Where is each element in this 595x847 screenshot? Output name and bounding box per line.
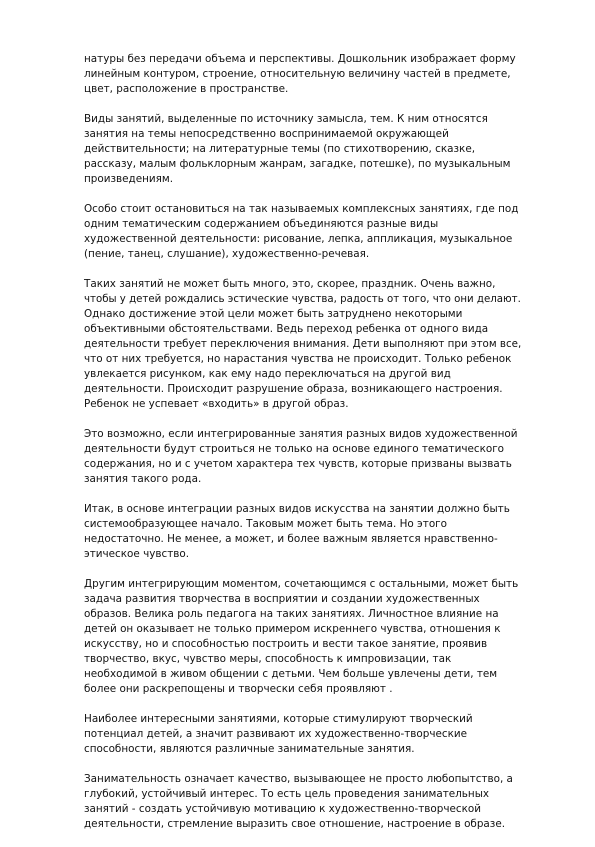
paragraph-line: Занимательность означает качество, вызывающее не просто любопытство, а	[84, 773, 513, 785]
paragraph-line: (пение, танец, слушание), художественно-речевая.	[84, 248, 370, 260]
paragraph-line: необходимой в живом общении с детьми. Чем больше увлечены дети, тем	[84, 668, 498, 680]
paragraph-line: глубокий, устойчивый интерес. То есть цель проведения занимательных	[84, 788, 490, 800]
paragraph-line: Это возможно, если интегрированные занятия разных видов художественной	[84, 428, 518, 440]
paragraph	[84, 502, 521, 562]
paragraph-line: объективными обстоятельствами. Ведь переход ребенка от одного вида	[84, 323, 489, 335]
paragraph-line: Особо стоит остановиться на так называемых комплексных занятиях, где под	[84, 203, 519, 215]
paragraph	[84, 277, 521, 412]
paragraph-line: Итак, в основе интеграции разных видов искусства на занятии должно быть	[84, 503, 510, 515]
paragraph-line: деятельности будут строиться не только на основе единого тематического	[84, 443, 505, 455]
paragraph-line: Таких занятий не может быть много, это, скорее, праздник. Очень важно,	[84, 278, 496, 290]
paragraph-line: более они раскрепощены и творчески себя проявляют .	[84, 683, 393, 695]
paragraph-line: что от них требуется, но нарастания чувства не происходит. Только ребенок	[84, 353, 512, 365]
paragraph-line: Наиболее интересными занятиями, которые стимулируют творческий	[84, 713, 473, 725]
paragraph	[84, 772, 521, 832]
document-body	[84, 52, 521, 847]
paragraph-line: творчество, вкус, чувство меры, способность к импровизации, так	[84, 653, 452, 665]
paragraph-line: художественной деятельности: рисование, лепка, аппликация, музыкальное	[84, 233, 513, 245]
paragraph-line: образов. Велика роль педагога на таких занятиях. Личностное влияние на	[84, 608, 499, 620]
paragraph-line: этическое чувство.	[84, 548, 190, 560]
paragraph	[84, 577, 521, 697]
paragraph	[84, 112, 521, 187]
paragraph-line: натуры без передачи объема и перспективы. Дошкольник изображает форму	[84, 53, 516, 65]
paragraph-line: рассказу, малым фольклорным жанрам, загадке, потешке), по музыкальным	[84, 158, 511, 170]
paragraph-line: увлекается рисунком, как ему надо переключаться на другой вид	[84, 368, 451, 380]
paragraph-line: одним тематическим содержанием объединяются разные виды	[84, 218, 439, 230]
paragraph-line: Ребенок не успевает «входить» в другой образ.	[84, 398, 349, 410]
paragraph-line: Виды занятий, выделенные по источнику замысла, тем. К ним относятся	[84, 113, 488, 125]
paragraph	[84, 52, 521, 97]
paragraph-line: задача развития творчества в восприятии и создании художественных	[84, 593, 480, 605]
paragraph-line: детей он оказывает не только примером искреннего чувства, отношения к	[84, 623, 501, 635]
paragraph-line: деятельности требует переключения внимания. Дети выполняют при этом все,	[84, 338, 522, 350]
paragraph-line: занятия такого рода.	[84, 473, 202, 485]
paragraph-line: занятий - создать устойчивую мотивацию к художественно-творческой	[84, 803, 481, 815]
paragraph-line: недостаточно. Не менее, а может, и более важным является нравственно-	[84, 533, 498, 545]
paragraph-line: потенциал детей, а значит развивают их художественно-творческие	[84, 728, 468, 740]
paragraph	[84, 427, 521, 487]
paragraph-line: деятельности. Происходит разрушение образа, возникающего настроения.	[84, 383, 503, 395]
paragraph-line: содержания, но и с учетом характера тех чувств, которые призваны вызвать	[84, 458, 512, 470]
paragraph	[84, 202, 521, 262]
paragraph-line: цвет, расположение в пространстве.	[84, 83, 289, 95]
paragraph	[84, 712, 521, 757]
paragraph-line: Другим интегрирующим моментом, сочетающимся с остальными, может быть	[84, 578, 519, 590]
paragraph-line: занятия на темы непосредственно воспринимаемой окружающей	[84, 128, 449, 140]
paragraph-line: линейным контуром, строение, относительную величину частей в предмете,	[84, 68, 511, 80]
paragraph-line: деятельности, стремление выразить свое отношение, настроение в образе.	[84, 818, 506, 830]
paragraph-line: произведениям.	[84, 173, 174, 185]
paragraph-line: способности, являются различные занимательные занятия.	[84, 743, 415, 755]
paragraph-line: системообразующее начало. Таковым может быть тема. Но этого	[84, 518, 447, 530]
paragraph-line: действительности; на литературные темы (по стихотворению, сказке,	[84, 143, 476, 155]
paragraph-line: Однако достижение этой цели может быть затруднено некоторыми	[84, 308, 463, 320]
paragraph-line: чтобы у детей рождались эстические чувства, радость от того, что они делают.	[84, 294, 521, 305]
paragraph-line: искусству, но и способностью построить и вести такое занятие, проявив	[84, 638, 488, 650]
